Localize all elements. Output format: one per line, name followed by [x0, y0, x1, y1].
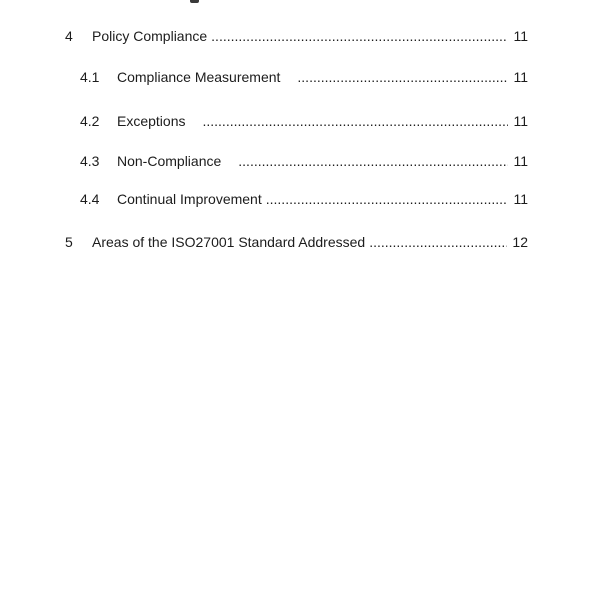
- toc-page-number: 11: [513, 153, 528, 169]
- toc-leader-dots: [266, 191, 508, 208]
- toc-entry-title: Continual Improvement: [117, 191, 262, 207]
- toc-page-number: 11: [513, 28, 528, 44]
- toc-entry[interactable]: [65, 113, 528, 130]
- toc-entry-number: 4: [65, 28, 73, 44]
- toc-leader-dots: [211, 28, 508, 45]
- toc-entry-title: Areas of the ISO27001 Standard Addressed: [92, 234, 366, 250]
- toc-entry-number: 4.3: [80, 153, 100, 169]
- toc-entry-title: Policy Compliance: [92, 28, 208, 44]
- toc-entry-title: Compliance Measurement: [117, 69, 281, 85]
- toc-entry-number: 4.4: [80, 191, 100, 207]
- toc-entry-number: 4.2: [80, 113, 100, 129]
- toc-page-number: 11: [513, 113, 528, 129]
- toc-entry[interactable]: [65, 153, 528, 170]
- toc-entry-number: 5: [65, 234, 73, 250]
- toc-entry[interactable]: [65, 28, 528, 45]
- toc-entry[interactable]: [65, 234, 528, 251]
- toc-leader-dots: [238, 153, 508, 170]
- toc-entry[interactable]: [65, 69, 528, 86]
- toc-leader-dots: [297, 69, 508, 86]
- toc-entry-title: Exceptions: [117, 113, 186, 129]
- toc-entry-number: 4.1: [80, 69, 100, 85]
- toc-page-number: 12: [512, 234, 528, 250]
- cropped-text-artifact: [190, 0, 199, 3]
- toc-entry[interactable]: [65, 191, 528, 208]
- toc-page-number: 11: [513, 191, 528, 207]
- toc-entry-title: Non-Compliance: [117, 153, 222, 169]
- toc-leader-dots: [369, 234, 507, 251]
- toc-page-number: 11: [513, 69, 528, 85]
- toc-leader-dots: [202, 113, 508, 130]
